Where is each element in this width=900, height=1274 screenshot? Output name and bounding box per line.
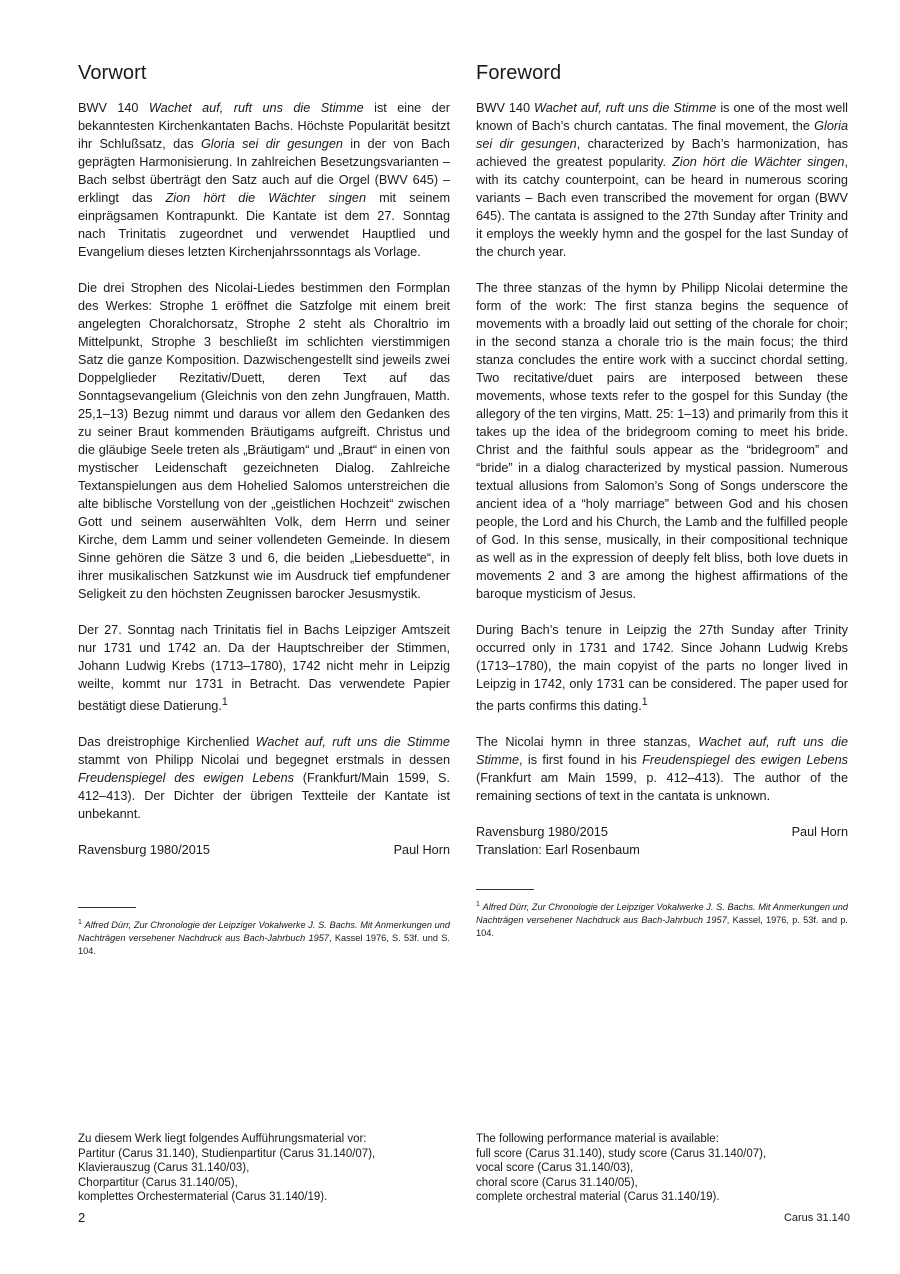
german-place-date: Ravensburg 1980/2015 [78, 843, 210, 858]
english-paragraph-1 [476, 99, 848, 261]
english-place-date: Ravensburg 1980/2015 [476, 825, 608, 840]
text-run: Alfred Dürr, Zur Chronologie der Leipziger Vokalwerke J. S. Bachs. Mit Anmerkungen und Nachträgen versehener Nachdruck aus Bach-Jahrbuch 1957 [476, 902, 848, 926]
text-run: Wachet auf, ruft uns die Stimme [255, 735, 450, 750]
text-run: BWV 140 [476, 101, 534, 115]
text-run: , Kassel, 1976, p. 53f. and p. 104. [476, 915, 848, 939]
german-paragraph-2 [78, 279, 450, 603]
performance-line: The following performance material is available: [476, 1133, 719, 1145]
performance-line: Klavierauszug (Carus 31.140/03), [78, 1162, 250, 1174]
text-run: mit seinem einprägsamen Kontrapunkt. Die Kantate ist dem 27. Sonntag nach Trinitatis zugeordnet und verwendet Hauptlied und Evangelium dieses letzten Kirchenjahrssonntags als Vorlage. [78, 191, 451, 259]
english-paragraph-2 [476, 279, 848, 603]
text-run: Gloria sei dir gesungen [200, 137, 343, 151]
catalog-number: Carus 31.140 [783, 1212, 850, 1224]
text-run: , characterized by Bach’s harmonization, has achieved the greatest popularity. [476, 137, 848, 169]
german-signature [78, 841, 450, 859]
text-run: , is first found in his [519, 753, 643, 768]
performance-line: vocal score (Carus 31.140/03), [476, 1162, 634, 1174]
text-run: Wachet auf, ruft uns die Stimme [476, 735, 848, 768]
footnote-marker: 1 [221, 696, 228, 708]
german-author: Paul Horn [393, 843, 450, 858]
text-run: Freudenspiegel des ewigen Lebens [642, 753, 848, 768]
text-run: (Frankfurt am Main 1599, p. 412–413). The author of the remaining sections of text in the cantata is unknown. [476, 771, 848, 804]
german-heading: Vorwort [78, 62, 147, 84]
english-performance-material [476, 1132, 848, 1205]
text-run: Wachet auf, ruft uns die Stimme [533, 101, 717, 115]
german-column [78, 62, 450, 958]
text-run: Wachet auf, ruft uns die Stimme [148, 101, 364, 115]
text-run: in der von Bach geprägten Harmonisierung. In zahlreichen Besetzungsvarianten – Bach selbst überträgt den Satz auch auf die Orgel (BWV 645) – erklingt das [78, 137, 450, 205]
performance-line: choral score (Carus 31.140/05), [476, 1176, 638, 1189]
footnote-marker: 1 [476, 901, 480, 909]
text-run: Alfred Dürr, Zur Chronologie der Leipziger Vokalwerke J. S. Bachs. Mit Anmerkungen und Nachträgen versehener Nachdruck aus Bach-Jahrbuch 1957 [78, 920, 450, 944]
performance-line: complete orchestral material (Carus 31.140/19). [476, 1191, 720, 1203]
german-performance-material [78, 1132, 450, 1205]
german-footnote [78, 916, 450, 958]
text-run: Zion hört die Wächter singen [165, 191, 367, 205]
english-footnote-rule [476, 889, 534, 890]
performance-line: Partitur (Carus 31.140), Studienpartitur (Carus 31.140/07), [78, 1147, 376, 1160]
footnote-marker: 1 [641, 696, 648, 708]
text-run: Freudenspiegel des ewigen Lebens [78, 771, 294, 786]
text-run: (Frankfurt/Main 1599, S. 412–413). Der Dichter der übrigen Textteile der Kantate ist unbekannt. [78, 771, 450, 822]
footnote-marker: 1 [78, 919, 82, 927]
english-footnote [476, 898, 848, 940]
text-run: Das dreistrophige Kirchenlied [78, 735, 256, 750]
english-translation-credit: Translation: Earl Rosenbaum [476, 843, 640, 858]
text-run: is one of the most well known of Bach’s church cantatas. The final movement, the [476, 101, 848, 133]
performance-line: komplettes Orchestermaterial (Carus 31.140/19). [78, 1191, 328, 1203]
text-run: ist eine der bekanntesten Kirchenkantaten Bachs. Höchste Popularität besitzt ihr Schlußsatz, das [78, 101, 450, 151]
text-run: Die drei Strophen des Nicolai-Liedes bestimmen den Formplan des Werkes: Strophe 1 eröffnet die Satzfolge mit einem breit angelegten Choralchorsatz, Strophe 2 steht als Choraltrio im Mittelpunkt, Strophe 3 beschließt im schlichten vierstimmigen Satz die ganze Komposition. Dazwischengestellt sind jeweils zwei Doppelglieder Rezitativ/Duett, deren Text auf das Sonntagsevangelium (Gleichnis von den zehn Jungfrauen, Matth. 25,1–13) Bezug nimmt und daraus vor allem den Gedanken des zu seiner Braut kommenden Bräutigams aufgreift. Christus und die gläubige Seele treten als „Bräutigam“ und „Braut“ in einen von mystischer Leidenschaft gezeichneten Dialog. Zahlreiche Textanspielungen aus dem Hohelied Salomos unterstreichen die alte biblische Vorstellung von der „geistlichen Hochzeit“ zwischen Gott und seinem auserwählten Volk, dem Herrn und seiner Kirche, dem Lamm und seiner vollendeten Gemeinde. In diesem Sinne gehören die Sätze 3 und 6, die beiden „Liebesduette“, in ihrer musikalischen Satzkunst wie im Ausdruck tief empfundener Seligkeit zu den höchsten Zeugnissen barocker Jesusmystik. [78, 281, 450, 601]
english-signature [476, 823, 848, 841]
german-paragraph-4 [78, 733, 450, 823]
text-run: Gloria sei dir gesungen [476, 119, 848, 151]
text-run: Zion hört die Wächter singen [672, 155, 845, 169]
english-author: Paul Horn [791, 825, 848, 840]
text-run: Der 27. Sonntag nach Trinitatis fiel in Bachs Leipziger Amtszeit nur 1731 und 1742 an. Da der Hauptschreiber der Stimmen, Johann Ludwig Krebs (1713–1780), 1742 nicht mehr in Leipzig weilte, kommt nur 1731 in Betracht. Das verwendete Papier bestätigt diese Datierung. [78, 623, 450, 714]
german-footnote-rule [78, 907, 136, 908]
performance-line: Zu diesem Werk liegt folgendes Aufführungsmaterial vor: [78, 1133, 367, 1145]
page-number: 2 [78, 1210, 86, 1225]
german-paragraph-3 [78, 621, 450, 715]
english-paragraph-4 [476, 733, 848, 805]
text-run: BWV 140 [78, 101, 149, 115]
text-run: The Nicolai hymn in three stanzas, [476, 735, 699, 750]
text-run: stammt von Philipp Nicolai und begegnet erstmals in dessen [78, 753, 450, 768]
performance-line: Chorpartitur (Carus 31.140/05), [78, 1176, 238, 1189]
performance-line: full score (Carus 31.140), study score (Carus 31.140/07), [476, 1147, 767, 1160]
english-paragraph-3 [476, 621, 848, 715]
english-heading: Foreword [476, 62, 562, 84]
english-column [476, 62, 848, 940]
text-run: , Kassel 1976, S. 53f. und S. 104. [78, 933, 450, 957]
german-paragraph-1 [78, 99, 450, 261]
text-run: During Bach’s tenure in Leipzig the 27th Sunday after Trinity occurred only in 1731 and 1742. Since Johann Ludwig Krebs (1713–1780), the main copyist of the parts no longer lived in Leipzig in 1742, only 1731 can be considered. The paper used for the parts confirms this dating. [476, 623, 848, 714]
text-run: , with its catchy counterpoint, can be heard in numerous scoring variants – Bach even transcribed the movement for organ (BWV 645). The cantata is assigned to the 27th Sunday after Trinity and it employs the weekly hymn and the gospel for the last Sunday of the church year. [476, 155, 849, 259]
text-run: The three stanzas of the hymn by Philipp Nicolai determine the form of the work: The first stanza begins the sequence of movements with a broadly laid out setting of the chorale for choir; in the second stanza a chorale trio is the main focus; the third stanza concludes the entire work with a succinct chordal setting. Two recitative/duet pairs are interposed between these movements, whose texts refer to the gospel for this Sunday (the allegory of the ten virgins, Matt. 25: 1–13) and primarily from this it takes up the idea of the bridegroom coming to meet his bride. Christ and the faithful souls appear as the “bridegroom” and “bride” in a dialog characterized by mystical passion. Numerous textual allusions from Salomon’s Song of Songs underscore the ancient idea of a “holy marriage” between God and his chosen people, the Lord and his Church, the Lamb and the fulfilled people of God. In this sense, musically, in their compositional technique as well as in the expression of deeply felt bliss, both love duets in movements 2 and 3 are among the highest affirmations of the baroque mysticism of Jesus. [476, 281, 848, 601]
